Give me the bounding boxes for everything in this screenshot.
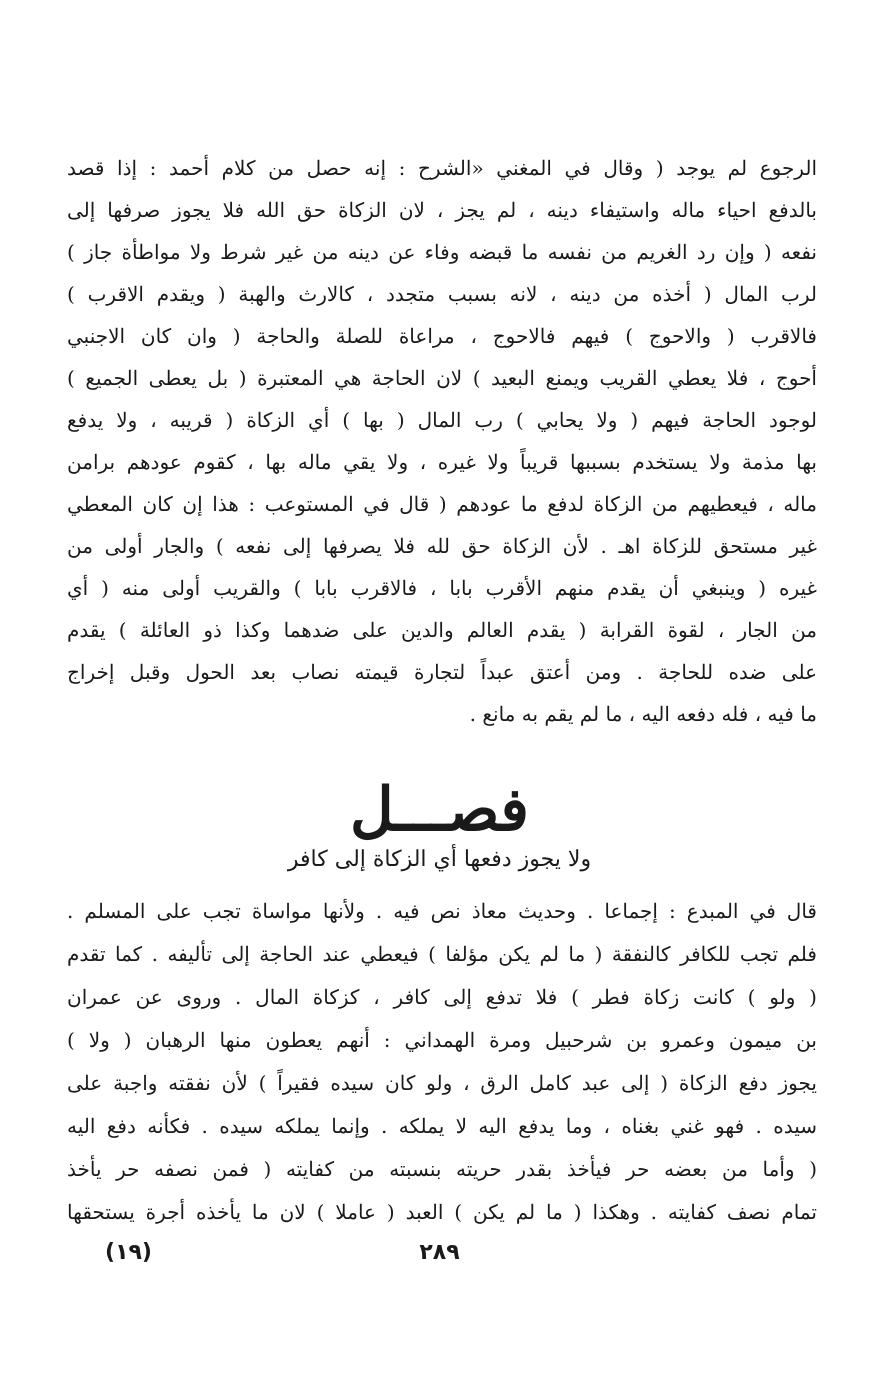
text-line: بن ميمون وعمرو بن شرحبيل ومرة الهمداني : أنهم يعطون منها الرهبان ( ولا )	[67, 1028, 817, 1052]
section-heading-wrap	[0, 775, 879, 845]
text-line: ما فيه ، فله دفعه اليه ، ما لم يقم به مانع .	[469, 702, 817, 726]
page-number: ٢٨٩	[419, 1240, 460, 1265]
text-line: الرجوع لم يوجد ( وقال في المغني «الشرح : إنه حصل من كلام أحمد : إذا قصد	[67, 156, 817, 180]
text-line: بالدفع احياء ماله واستيفاء دينه ، لم يجز ، لان الزكاة حق الله فلا يجوز صرفها إلى	[67, 198, 817, 222]
text-line: نفعه ( وإن رد الغريم من نفسه ما قبضه وفاء عن دينه من غير شرط ولا مواطأة جاز )	[67, 240, 817, 264]
section-heading: فصـــل	[350, 775, 529, 845]
text-line: لرب المال ( أخذه من دينه ، لانه بسبب متجدد ، كالارث والهبة ( ويقدم الاقرب )	[67, 282, 817, 306]
text-line: بها مذمة ولا يستخدم بسببها قريباً ولا غيره ، ولا يقي ماله بها ، كقوم عودهم برامن	[67, 450, 817, 474]
text-line: فلم تجب للكافر كالنفقة ( ما لم يكن مؤلفا ) فيعطي عند الحاجة إلى تأليفه . كما تقدم	[67, 942, 817, 966]
text-line: أحوج ، فلا يعطي القريب ويمنع البعيد ) لان الحاجة هي المعتبرة ( بل يعطى الجميع )	[67, 366, 817, 390]
text-line: لوجود الحاجة فيهم ( ولا يحابي ) رب المال ( بها ) أي الزكاة ( قريبه ، ولا يدفع	[67, 408, 817, 432]
text-line: قال في المبدع : إجماعا . وحديث معاذ نص فيه . ولأنها مواساة تجب على المسلم .	[67, 899, 817, 923]
text-line: ( وأما من بعضه حر فيأخذ بقدر حريته بنسبته من كفايته ( فمن نصفه حر يأخذ	[67, 1157, 817, 1181]
text-line: يجوز دفع الزكاة ( إلى عبد كامل الرق ، ولو كان سيده فقيراً ) لأن نفقته واجبة على	[67, 1071, 817, 1095]
page-footer	[0, 1240, 879, 1280]
text-line: ماله ، فيعطيهم من الزكاة لدفع ما عودهم ( قال في المستوعب : هذا إن كان المعطي	[67, 492, 817, 516]
section-subheading: ولا يجوز دفعها أي الزكاة إلى كافر	[287, 847, 592, 872]
text-line: من الجار ، لقوة القرابة ( يقدم العالم والدين على ضدهما وكذا ذو العائلة ) يقدم	[67, 618, 817, 642]
section-subheading-wrap	[0, 842, 879, 878]
main-text-block	[67, 147, 817, 735]
text-line: فالاقرب ( والاحوج ) فيهم فالاحوج ، مراعاة للصلة والحاجة ( وان كان الاجنبي	[67, 324, 817, 348]
text-line: تمام نصف كفايته . وهكذا ( ما لم يكن ) العبد ( عاملا ) لان ما يأخذه أجرة يستحقها	[67, 1200, 817, 1224]
text-line: غير مستحق للزكاة اهـ . لأن الزكاة حق لله فلا يصرفها إلى نفعه ) والجار أولى من	[67, 534, 817, 558]
text-line: ( ولو ) كانت زكاة فطر ) فلا تدفع إلى كافر ، كزكاة المال . وروى عن عمران	[67, 985, 817, 1009]
signature-mark: (١٩)	[105, 1240, 152, 1265]
section-text-block	[67, 890, 817, 1234]
text-line: سيده . فهو غني بغناه ، وما يدفع اليه لا يملكه . وإنما يملكه سيده . فكأنه دفع اليه	[67, 1114, 817, 1138]
text-line: غيره ( وينبغي أن يقدم منهم الأقرب بابا ، فالاقرب بابا ) والقريب أولى منه ( أي	[67, 576, 817, 600]
text-line: على ضده للحاجة . ومن أعتق عبداً لتجارة قيمته نصاب بعد الحول وقبل إخراج	[67, 660, 817, 684]
